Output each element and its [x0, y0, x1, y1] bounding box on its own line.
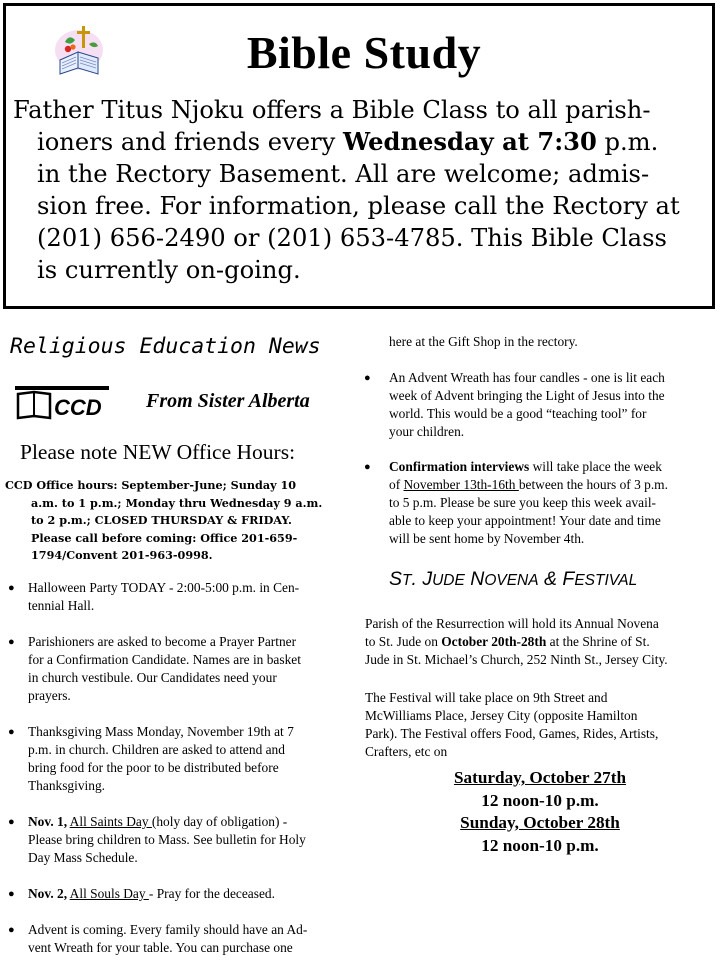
list-item	[8, 921, 353, 957]
interview-dates: November 13th-16th	[403, 477, 519, 492]
text-line: Halloween Party TODAY - 2:00-5:00 p.m. in Cen-	[28, 580, 300, 595]
list-item	[364, 369, 716, 441]
list-item	[8, 813, 353, 867]
text-line: world. This would be a good “teaching tool” for	[389, 406, 647, 421]
heading-part: UDE	[432, 572, 465, 589]
list-item	[8, 579, 353, 615]
text-span: (holy day of obligation) -	[151, 814, 288, 829]
text-span: of	[389, 477, 404, 492]
list-item	[8, 633, 353, 705]
text-line: p.m. in church. Children are asked to attend and	[28, 742, 285, 757]
text-line	[13, 94, 713, 126]
text-line	[365, 633, 717, 651]
text-line: Park). The Festival offers Food, Games, Rides, Artists,	[365, 726, 659, 741]
date-label: Nov. 1,	[28, 814, 68, 829]
text-span: at the Shrine of St.	[546, 634, 650, 649]
text-line	[13, 254, 713, 286]
text-line	[13, 222, 713, 254]
text-line: The Festival will take place on 9th Street and	[365, 690, 608, 705]
holy-day-name: All Saints Day	[69, 814, 152, 829]
heading-part: T	[402, 572, 412, 589]
text-span: sion free. For information, please call the Rectory at	[37, 192, 680, 220]
text-line: Advent is coming. Every family should have an Ad-	[28, 922, 308, 937]
festival-date: Sunday, October 28th	[460, 813, 620, 832]
text-line: here at the Gift Shop in the rectory.	[389, 334, 578, 349]
from-sister-alberta: From Sister Alberta	[146, 390, 310, 412]
text-line: Thanksgiving.	[28, 778, 105, 793]
bullet-icon: ●	[8, 636, 15, 648]
festival-time: 12 noon-10 p.m.	[481, 790, 599, 810]
page-title: Bible Study	[246, 27, 482, 78]
text-span: p.m.	[596, 128, 659, 156]
heading-part: & F	[538, 568, 575, 590]
text-line: Please bring children to Mass. See bulletin for Holy	[28, 832, 306, 847]
festival-dates	[364, 767, 716, 857]
st-jude-heading	[389, 568, 637, 591]
meeting-time: Wednesday at 7:30	[342, 127, 597, 156]
office-hours-heading: Please note NEW Office Hours:	[20, 440, 296, 464]
text-line: prayers.	[28, 688, 71, 703]
text-line: vent Wreath for your table. You can purchase one	[28, 940, 293, 955]
section-heading: Religious Education News	[10, 334, 321, 359]
text-line: able to keep your appointment! Your date and time	[389, 513, 661, 528]
heading-part: . J	[411, 568, 433, 590]
text-line: your children.	[389, 424, 465, 439]
text-line: Crafters, etc on	[365, 744, 448, 759]
heading-part: ESTIVAL	[574, 572, 638, 589]
festival-paragraph	[365, 689, 717, 761]
bullet-icon: ●	[8, 924, 15, 936]
text-line	[389, 458, 716, 476]
text-line: will be sent home by November 4th.	[389, 531, 585, 546]
continuation-text	[389, 333, 724, 351]
text-line: for a Confirmation Candidate. Names are in basket	[28, 652, 301, 667]
text-span: Father Titus Njoku offers a Bible Class to all parish-	[13, 96, 651, 124]
list-item	[8, 723, 353, 795]
text-span: ioners and friends every	[37, 128, 343, 156]
text-line: CCD Office hours: September-June; Sunday 10	[5, 478, 297, 492]
text-line: Jude in St. Michael’s Church, 252 Ninth St., Jersey City.	[365, 652, 668, 667]
text-line: An Advent Wreath has four candles - one is lit each	[389, 370, 665, 385]
text-span: will take place the week	[529, 459, 662, 474]
text-line: tennial Hall.	[28, 598, 95, 613]
text-line: McWilliams Place, Jersey City (opposite Hamilton	[365, 708, 638, 723]
text-line: Day Mass Schedule.	[28, 850, 138, 865]
text-line: Please call before coming: Office 201-659-	[31, 530, 298, 545]
text-span: between the hours of 3 p.m.	[518, 477, 668, 492]
text-line	[28, 813, 353, 831]
text-line	[13, 158, 713, 190]
confirmation-label: Confirmation interviews	[389, 459, 530, 474]
logo-text: CCD	[54, 395, 102, 420]
festival-date: Saturday, October 27th	[453, 768, 627, 787]
list-item	[8, 885, 353, 903]
bullet-icon: ●	[8, 582, 15, 594]
text-line	[13, 126, 713, 158]
text-line	[28, 885, 353, 903]
heading-part: OVENA	[484, 572, 539, 589]
office-hours-text	[5, 477, 350, 565]
heading-part: S	[389, 568, 403, 590]
text-span: is currently on-going.	[37, 256, 301, 284]
list-item	[364, 458, 716, 548]
text-line: Parishioners are asked to become a Prayer Partner	[28, 634, 297, 649]
text-line: to 5 p.m. Please be sure you keep this week avail-	[389, 495, 656, 510]
text-line: Parish of the Resurrection will hold its Annual Novena	[365, 616, 659, 631]
text-line: Thanksgiving Mass Monday, November 19th at 7	[28, 724, 294, 739]
novena-dates: October 20th-28th	[441, 634, 547, 649]
date-label: Nov. 2,	[28, 886, 68, 901]
novena-paragraph	[365, 615, 717, 669]
text-line: a.m. to 1 p.m.; Monday thru Wednesday 9 a.m.	[31, 495, 323, 510]
bullet-icon: ●	[364, 372, 371, 384]
text-line: to 2 p.m.; CLOSED THURSDAY & FRIDAY.	[31, 513, 292, 527]
text-line	[389, 476, 716, 494]
heading-part: N	[464, 568, 485, 590]
holy-day-name: All Souls Day	[69, 886, 149, 901]
bullet-icon: ●	[8, 816, 15, 828]
text-span: - Pray for the deceased.	[148, 886, 275, 901]
text-line: 1794/Convent 201-963-0998.	[31, 548, 213, 562]
text-line: bring food for the poor to be distributed before	[28, 760, 279, 775]
text-span: (201) 656-2490 or (201) 653-4785. This Bible Class	[37, 224, 667, 252]
bullet-icon: ●	[364, 461, 371, 473]
text-line: in church vestibule. Our Candidates need your	[28, 670, 277, 685]
bullet-icon: ●	[8, 726, 15, 738]
bible-study-text	[13, 94, 713, 286]
bible-study-box	[3, 3, 715, 309]
text-line: week of Advent bringing the Light of Jesus into the	[389, 388, 665, 403]
festival-time: 12 noon-10 p.m.	[481, 835, 599, 855]
text-span: in the Rectory Basement. All are welcome; admis-	[37, 160, 650, 188]
text-span: to St. Jude on	[365, 634, 442, 649]
ccd-logo	[14, 384, 110, 422]
text-line	[13, 190, 713, 222]
bullet-icon: ●	[8, 888, 15, 900]
